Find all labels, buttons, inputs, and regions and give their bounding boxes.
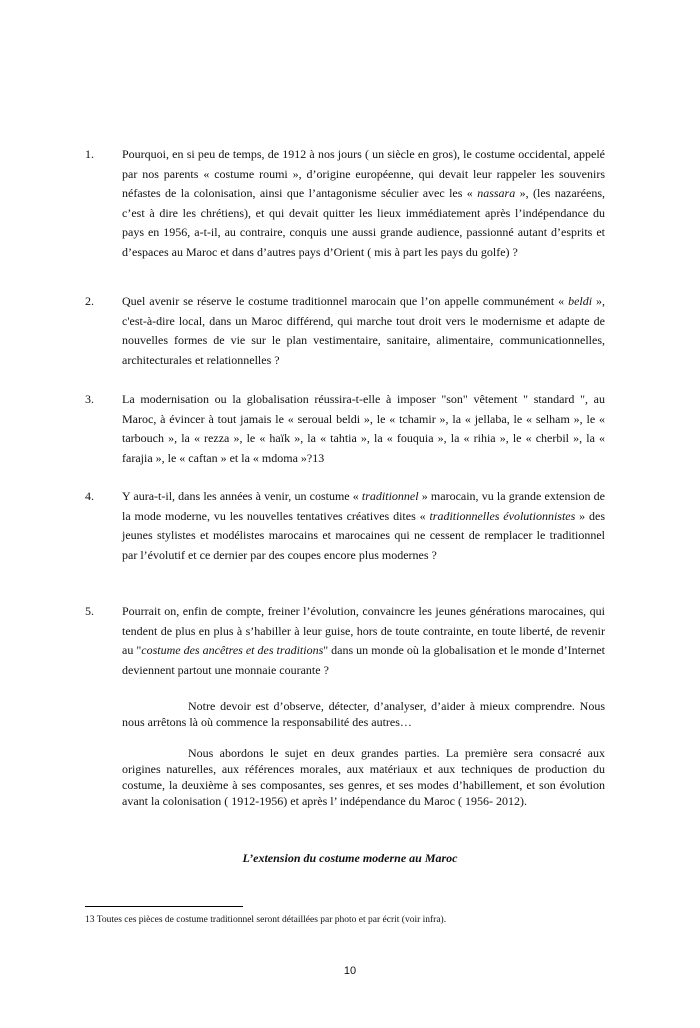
paragraph-duty: Notre devoir est d’observe, détecter, d’analyser, d’aider à mieux comprendre. Nous nous arrêtons là où commence la responsabilité des autres…: [122, 699, 605, 729]
footnote: 13 Toutes ces pièces de costume traditionnel seront détaillées par photo et par écrit (voir infra).: [85, 915, 447, 925]
list-text: Y aura-t-il, dans les années à venir, un costume « traditionnel » marocain, vu la grande extension de la mode moderne, vu les nouvelles tentatives créatives dites « traditionnelles évolutionnistes » des jeunes stylistes et modélistes marocains et marocaines qui ne cessent de remplacer le traditionnel par l’évolutif et ce dernier par des coupes encore plus modernes ?: [122, 489, 605, 562]
list-number: 4.: [85, 489, 94, 503]
list-number: 1.: [85, 147, 94, 161]
list-text: La modernisation ou la globalisation réussira-t-elle à imposer "son" vêtement " standard ", au Maroc, à évincer à tout jamais le « seroual beldi », le « tchamir », la « jellaba, le « selham », le « tarbouch », la « rezza », le « haïk », la « tahtia », la « fouquia », la « rihia », le « cherbil », la « farajia », le « caftan » et la « mdoma »?13: [122, 392, 605, 465]
paragraph-plan: Nous abordons le sujet en deux grandes parties. La première sera consacré aux origines naturelles, aux références morales, aux matériaux et aux techniques de production du costume, la deuxième à ses composantes, ses genres, et ses modes d’habillement, et son évolution avant la colonisation ( 1912-1956) et après l’ indépendance du Maroc ( 1956- 2012).: [122, 746, 605, 808]
list-text: Quel avenir se réserve le costume traditionnel marocain que l’on appelle communément « beldi », c'est-à-dire local, dans un Maroc différend, qui marche tout droit vers le modernisme et adapte de nouvelles formes de vie sur le plan vestimentaire, sanitaire, alimentaire, communicationnelles, architecturales et relationnelles ?: [122, 294, 605, 367]
list-text: Pourrait on, enfin de compte, freiner l’évolution, convaincre les jeunes générations marocaines, qui tendent de plus en plus à s’habiller à leur guise, hors de toute contrainte, en toute liberté, de revenir au "costume des ancêtres et des traditions" dans un monde où la globalisation et le monde d’Internet deviennent partout une monnaie courante ?: [122, 604, 605, 677]
list-text: Pourquoi, en si peu de temps, de 1912 à nos jours ( un siècle en gros), le costume occidental, appelé par nos parents « costume roumi », d’origine européenne, qui devait leur rappeler les souvenirs néfastes de la colonisation, ainsi que l’antagonisme séculier avec les « nassara », (les nazaréens, c’est à dire les chrétiens), et qui devait quitter les lieux immédiatement après l’indépendance du pays en 1956, a-t-il, au contraire, conquis une aussi grande audience, passionné autant d’esprits et d’espaces au Maroc et dans d’autres pays d’Orient ( mis à part les pays du golfe) ?: [122, 147, 605, 259]
list-number: 3.: [85, 392, 94, 406]
list-number: 5.: [85, 604, 94, 618]
section-heading: L’extension du costume moderne au Maroc: [242, 851, 458, 865]
page-number: 10: [343, 965, 357, 977]
footnote-separator: [85, 906, 243, 907]
list-number: 2.: [85, 294, 94, 308]
